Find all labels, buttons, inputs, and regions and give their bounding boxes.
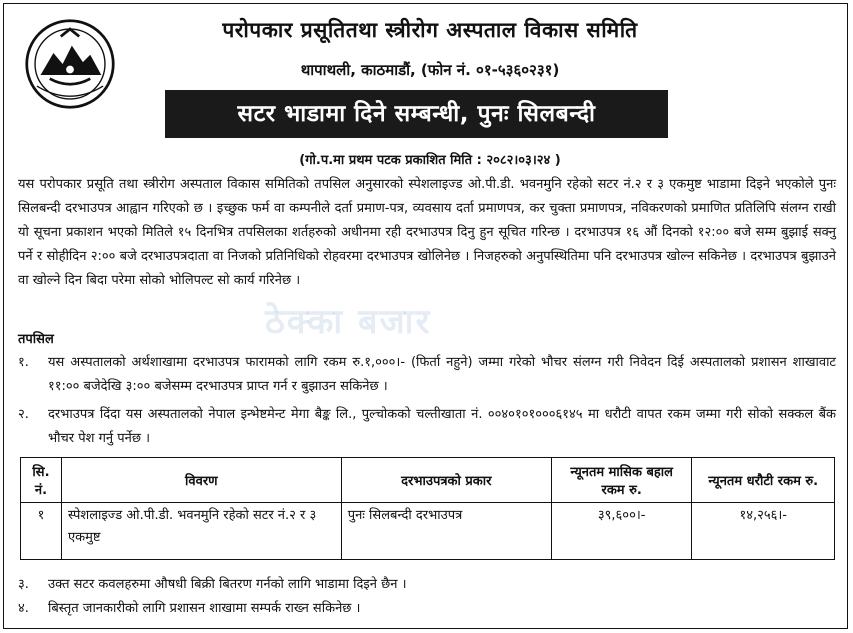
- col-header-serial: सि. नं.: [21, 458, 62, 503]
- col-header-description: विवरण: [61, 458, 341, 503]
- tender-table: [20, 457, 835, 560]
- cell-monthly-rent: ३९,६००।-: [551, 503, 692, 560]
- condition-text: उक्त सटर कवलहरुमा औषधी बिक्री बितरण गर्नको लागि भाडामा दिइने छैन ।: [48, 577, 407, 592]
- cell-serial: १: [21, 503, 62, 560]
- organization-address: थापाथली, काठमाडौं, (फोन नं. ०१-५३६०२३१): [300, 61, 560, 79]
- condition-text: यस अस्पतालको अर्थशाखामा दरभाउपत्र फारामको लागि रकम रु.१,०००।- (फिर्ता नहुने) जम्मा गरेको भौचर संलग्न गरी निवेदन दिई अस्पतालको प्रशासन शाखावाट ११:०० बजेदेखि ३:०० बजेसम्म दरभाउपत्र प्राप्त गर्न र बुझाउन सकिनेछ ।: [48, 355, 836, 394]
- table-header-row: [21, 458, 835, 503]
- notice-paragraph: यस परोपकार प्रसूति तथा स्त्रीरोग अस्पताल विकास समितिको तपसिल अनुसारको स्पेशलाइज्ड ओ.पी.डी. भवनमुनि रहेको सटर नं.२ र ३ एकमुष्ट भाडामा दिइने भएकोले पुनः सिलबन्दी दरभाउपत्र आह्वान गरिएको छ । इच्छुक फर्म वा कम्पनीले दर्ता प्रमाण-पत्र, व्यवसाय दर्ता प्रमाणपत्र, कर चुक्ता प्रमाणपत्र, नविकरणको प्रमाणित प्रतिलिपि संलग्न राखी यो सूचना प्रकाशन भएको मितिले १५ दिनभित्र तपसिलका शर्तहरुको अधीनमा रही दरभाउपत्र दिनु हुन सूचित गरिन्छ । दरभाउपत्र १६ औं दिनको १२:०० बजे सम्म बुझाई सक्नु पर्ने र सोहीदिन २:०० बजे दरभाउपत्रदाता वा निजको प्रतिनिधिको रोहवरमा दरभाउपत्र खोलिनेछ । निजहरुको अनुपस्थितिमा पनि दरभाउपत्र खोल्न सकिनेछ । दरभाउपत्र बुझाउने वा खोल्ने दिन बिदा परेमा सोको भोलिपल्ट सो कार्य गरिनेछ ।: [18, 177, 836, 288]
- publication-date: (गो.प.मा प्रथम पटक प्रकाशित मिति : २०८२।०३।२४ ): [299, 153, 561, 168]
- table-row: [21, 503, 835, 560]
- cell-deposit: १४,२५६।-: [692, 503, 835, 560]
- tapsil-heading: तपसिल: [18, 332, 54, 347]
- condition-number: ४.: [18, 601, 29, 616]
- col-header-monthly-rent: न्यूनतम मासिक बहाल रकम रु.: [551, 458, 692, 503]
- condition-number: २.: [18, 407, 29, 422]
- col-header-tender-type: दरभाउपत्रको प्रकार: [341, 458, 551, 503]
- condition-text: बिस्तृत जानकारीको लागि प्रशासन शाखामा सम्पर्क राख्न सकिनेछ ।: [48, 601, 361, 616]
- col-header-deposit: न्यूनतम धरौटी रकम रु.: [692, 458, 835, 503]
- nepal-government-emblem-icon: [24, 18, 116, 110]
- condition-text: दरभाउपत्र दिंदा यस अस्पतालको नेपाल इन्भेष्टमेन्ट मेगा बैङ्क लि., पुल्चोकको चल्तीखाता नं. ००४०१०१०००६१४५ मा धरौटी वापत रकम जम्मा गरी सोको सक्कल बैंक भौचर पेश गर्नु पर्नेछ ।: [48, 407, 836, 446]
- cell-description: स्पेशलाइज्ड ओ.पी.डी. भवनमुनि रहेको सटर नं.२ र ३ एकमुष्ट: [61, 503, 341, 560]
- cell-tender-type: पुनः सिलबन्दी दरभाउपत्र: [341, 503, 551, 560]
- condition-number: १.: [18, 355, 29, 370]
- organization-name: परोपकार प्रसूतितथा स्त्रीरोग अस्पताल विकास समिति: [222, 18, 638, 42]
- notice-title-banner: सटर भाडामा दिने सम्बन्धी, पुनः सिलबन्दी: [165, 90, 668, 138]
- watermark: ठेक्का बजार: [265, 302, 432, 342]
- condition-number: ३.: [18, 577, 29, 592]
